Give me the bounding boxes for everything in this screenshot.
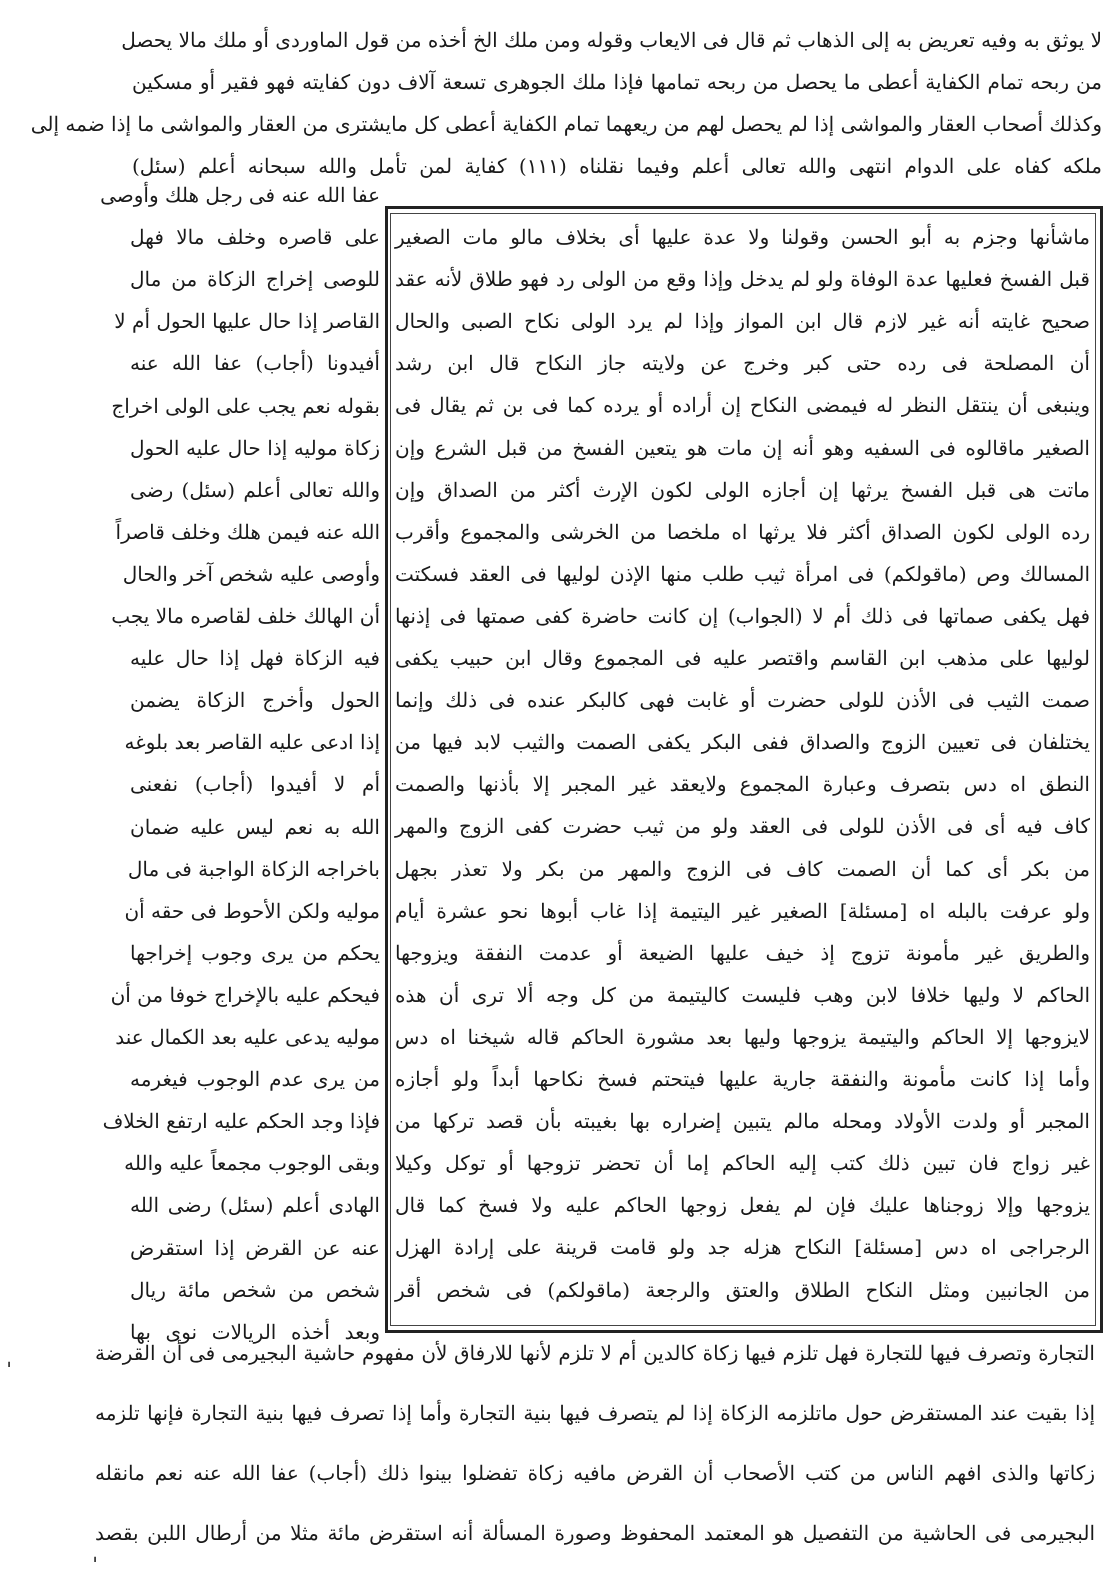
commentary-text-line: ولو عرفت بالبله اه [مسئلة] الصغير غير اليتيمة إذا غاب أبوها نحو عشرة أيام: [395, 898, 1090, 923]
bottom-text-line: إذا بقيت عند المستقرض حول ماتلزمه الزكاة إذا لم يتصرف فيها بنية التجارة وأما إذا تصرف فيها بنية التجارة فإنها تلزمه: [95, 1401, 1095, 1425]
commentary-text-line: لوليها على مذهب ابن القاسم واقتصر عليه فى المجموع وقال ابن حبيب يكفى: [395, 646, 1090, 670]
commentary-text-line: يزوجها وإلا زوجناها عليك فإن لم يفعل زوجها الحاكم عليه ولا فسخ كما قال: [395, 1193, 1090, 1218]
side-text-line: والله تعالى أعلم (سئل) رضى: [130, 477, 380, 502]
commentary-text-line: من الجانبين ومثل النكاح الطلاق والعتق والرجعة (ماقولكم) فى شخص أقر: [395, 1277, 1090, 1302]
side-text-line: للوصى إخراج الزكاة من مال: [130, 267, 380, 292]
commentary-text-line: رده الولى لكون الصداق أكثر فلا يرثها اه ملخصا من الخرشى والمجموع وأقرب: [395, 519, 1090, 544]
side-text-line: وبعد أخذه الريالات نوى بها: [130, 1319, 380, 1344]
side-text-line: موليه ولكن الأحوط فى حقه أن: [124, 898, 380, 923]
side-text-line: عفا الله عنه فى رجل هلك وأوصى: [100, 183, 380, 207]
side-text-line: بقوله نعم يجب على الولى اخراج: [111, 393, 380, 418]
side-text-line: الله به نعم ليس عليه ضمان: [130, 814, 380, 839]
side-text-line: وأوصى عليه شخص آخر والحال: [122, 561, 380, 586]
side-text-line: يحكم من يرى وجوب إخراجها: [130, 940, 380, 965]
commentary-text-line: قبل الفسخ فعليها عدة الوفاة ولو لم يدخل وإذا وقع من الولى رد فهو طلاق لأنه عقد: [395, 267, 1090, 292]
commentary-text-line: صحيح غايته أنه غير لازم قال ابن المواز وإذا لم يرد الولى نكاح الصبى والحال: [395, 309, 1090, 334]
top-text-line: لا يوثق به وفيه تعريض به إلى الذهاب ثم قال فى الايعاب وقوله ومن ملك الخ أخذه من قول الماوردى أو ملك مالا يحصل: [121, 28, 1102, 52]
commentary-text-line: غير زواج فان تبين ذلك كتب إليه الحاكم إما أن تحضر تزوجها أو توكل وكيلا: [395, 1151, 1090, 1176]
commentary-text-line: صمت الثيب فى الأذن للولى حضرت أو غابت فهى كالبكر عنده فى ذلك وإنما: [395, 688, 1090, 713]
side-text-line: فإذا وجد الحكم عليه ارتفع الخلاف: [102, 1109, 380, 1134]
side-text-line: فيه الزكاة فهل إذا حال عليه: [130, 646, 380, 671]
side-text-line: موليه يدعى عليه بعد الكمال عند: [115, 1025, 380, 1049]
side-text-line: زكاة موليه إذا حال عليه الحول: [130, 435, 380, 460]
commentary-text-line: النطق اه دس بتصرف وعبارة المجموع ولايعقد غير المجبر إلا بأذنها والصمت: [395, 772, 1090, 797]
side-text-line: عنه عن القرض إذا استقرض: [130, 1235, 380, 1260]
side-text-line: شخص من شخص مائة ريال: [130, 1277, 380, 1302]
commentary-text-line: أن المصلحة فى رده حتى كبر وخرج عن ولايته جاز النكاح قال ابن رشد: [395, 351, 1090, 376]
side-text-line: إذا ادعى عليه القاصر بعد بلوغه: [124, 730, 380, 755]
commentary-text-line: الصغير ماقالوه فى السفيه وهو أنه إن مات هو يتعين الفسخ من قبل الشرع وإن: [395, 435, 1090, 460]
commentary-text-line: ماشأنها وجزم به أبو الحسن وقولنا ولا عدة عليها أى بخلاف مالو مات الصغير: [395, 225, 1091, 249]
commentary-text-line: لايزوجها إلا الحاكم واليتيمة يزوجها وليها بعد مشورة الحاكم قاله شيخنا اه دس: [395, 1024, 1090, 1049]
bottom-text-line: البجيرمى فى الحاشية من التفصيل هو المعتمد المحفوظ وصورة المسألة أنه استقرض مائة مثلا من أرطال اللبن بقصد: [95, 1521, 1095, 1545]
bottom-text-line: زكاتها والذى افهم الناس من كتب الأصحاب أن القرض مافيه زكاة تفضلوا بينوا ذلك (أجاب) عفا الله عنه نعم مانقله: [95, 1461, 1096, 1485]
commentary-text-line: يختلفان فى تعيين الزوج والصداق ففى البكر يكفى الصمت والثيب لابد فيها من: [395, 730, 1090, 755]
side-text-line: فيحكم عليه بالإخراج خوفا من أن: [110, 982, 380, 1007]
commentary-text-line: والطريق غير مأمونة تزوج إذ خيف عليها الضيعة أو عدمت النفقة ويزوجها: [395, 940, 1090, 965]
commentary-text-line: وأما إذا كانت مأمونة والنفقة جارية عليها فيتحتم فسخ نكاحها أبداً ولو أجازه: [395, 1067, 1090, 1091]
commentary-text-line: المجبر أو ولدت الأولاد ومحله مالم يتبين إضراره بها بغيبته بأن قصد تركها من: [395, 1109, 1090, 1134]
side-text-line: وبقى الوجوب مجمعاً عليه والله: [124, 1151, 380, 1176]
side-text-line: الله عنه فيمن هلك وخلف قاصراً: [115, 519, 380, 544]
side-text-line: باخراجه الزكاة الواجبة فى مال: [127, 856, 380, 881]
margin-tick-mark: ˌ: [6, 1345, 13, 1370]
side-text-line: أم لا أفيدوا (أجاب) نفعنى: [130, 772, 380, 797]
side-text-line: الحول وأخرج الزكاة يضمن: [130, 688, 380, 713]
commentary-text-line: المسالك وص (ماقولكم) فى امرأة ثيب طلب منها الإذن لوليها فى العقد فسكتت: [395, 561, 1090, 586]
commentary-text-line: الحاكم لا وليها خلافا لابن وهب فليست كاليتيمة من كل وجه ألا ترى أن هذه: [395, 982, 1090, 1007]
commentary-text-line: كاف فيه أى فى الأذن للولى فى العقد ولو من ثيب حضرت كفى الزوج والمهر: [395, 814, 1090, 839]
commentary-text-line: فهل يكفى صماتها فى ذلك أم لا (الجواب) إن كانت حاضرة كفى صمتها فى إذنها: [395, 603, 1090, 628]
margin-tick-mark-bottom: ˌ: [92, 1540, 99, 1565]
bottom-text-line: التجارة وتصرف فيها للتجارة فهل تلزم فيها زكاة كالدين أم لا تلزم لأنها للارفاق لأن مفهوم حاشية البجيرمى فى أن القرضة: [95, 1341, 1095, 1365]
side-text-line: على قاصره وخلف مالا فهل: [130, 225, 380, 250]
commentary-text-line: وينبغى أن ينتقل النظر له فيمضى النكاح إن أراده أو يرده كما فى بن ثم يقال فى: [395, 393, 1090, 418]
side-text-line: الهادى أعلم (سئل) رضى الله: [130, 1193, 380, 1218]
side-text-line: من يرى عدم الوجوب فيغرمه: [130, 1067, 380, 1092]
top-text-line: من ربحه تمام الكفاية أعطى ما يحصل من ربحه تمامها فإذا ملك الجوهرى تسعة آلاف دون كفايته فهو فقير أو مسكين: [132, 70, 1102, 94]
side-text-line: القاصر إذا حال عليها الحول أم لا: [114, 309, 380, 334]
commentary-text-line: الرجراجى اه دس [مسئلة] النكاح هزله جد ولو قامت قرينة على إرادة الهزل: [395, 1235, 1090, 1260]
top-text-line: وكذلك أصحاب العقار والمواشى إذا لم يحصل لهم من ريعهما تمام الكفاية أعطى كل مايشترى من العقار والمواشى ما إذا ضمه إلى: [30, 112, 1102, 136]
commentary-text-line: من بكر أى كما أن الصمت كاف فى الزوج والمهر من بكر ولا تعذر بجهل: [395, 856, 1090, 881]
side-text-line: أفيدونا (أجاب) عفا الله عنه: [130, 351, 380, 376]
side-text-line: أن الهالك خلف لقاصره مالا يجب: [111, 604, 380, 628]
commentary-text-line: ماتت هى قبل الفسخ يرثها إن أجازه الولى لكون الإرث أكثر من الصداق وإن: [395, 477, 1090, 502]
top-text-line: ملكه كفاه على الدوام انتهى والله تعالى أعلم وفيما نقلناه (١١١) كفاية لمن تأمل والله سبحانه أعلم (سئل): [132, 154, 1102, 178]
